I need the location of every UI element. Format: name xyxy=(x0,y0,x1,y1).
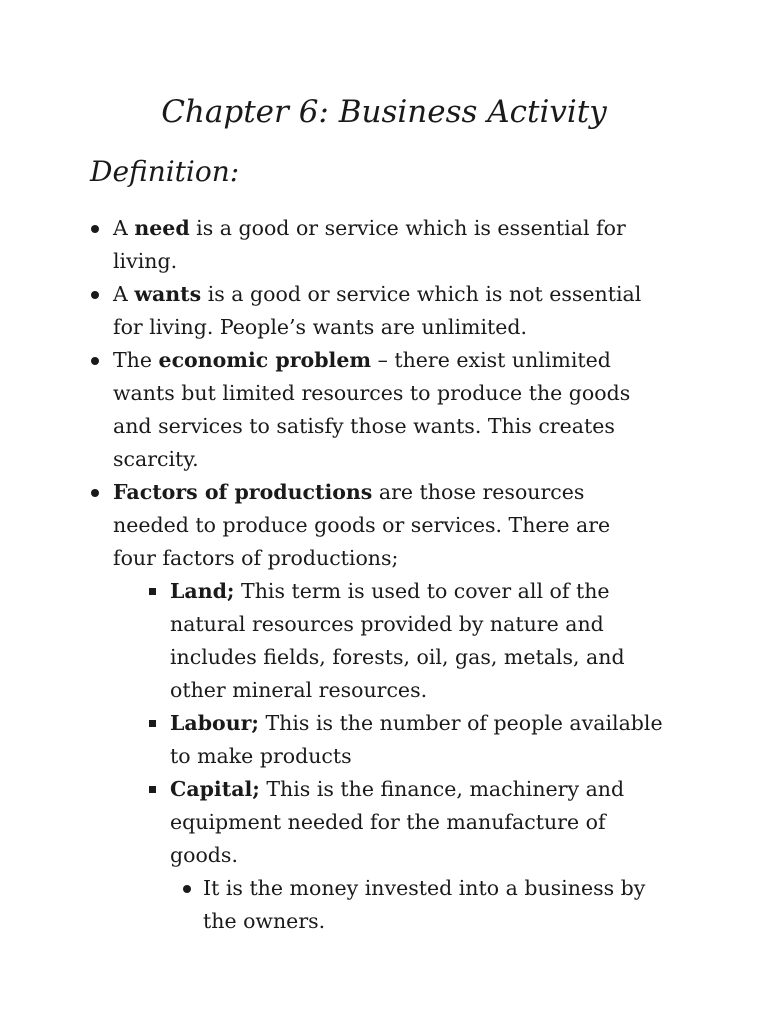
item-term: need xyxy=(134,216,190,240)
square-bullet-icon xyxy=(149,588,156,595)
item-text: is a good or service which is not essential for living. People’s wants are unlimited. xyxy=(113,282,642,339)
sub-item-text: It is the money invested into a business by the owners. xyxy=(203,876,646,933)
factor-text: This is the number of people available to make products xyxy=(170,711,663,768)
list-item-wants xyxy=(0,278,658,344)
item-prefix: A xyxy=(113,216,135,240)
item-term: economic problem xyxy=(158,348,372,372)
square-bullet-icon xyxy=(149,720,156,727)
section-heading-definition: Definition: xyxy=(90,155,240,188)
factor-term: Land; xyxy=(170,579,235,603)
item-prefix: The xyxy=(113,348,159,372)
bullet-icon xyxy=(183,885,191,893)
item-prefix: A xyxy=(113,282,135,306)
factor-text: This term is used to cover all of the natural resources provided by nature and includes fields, forests, oil, gas, metals, and other mineral resources. xyxy=(170,579,625,702)
bullet-icon xyxy=(91,291,99,299)
factor-term: Labour; xyxy=(170,711,259,735)
item-term: Factors of productions xyxy=(113,480,373,504)
item-text: – there exist unlimited wants but limited resources to produce the goods and services to satisfy those wants. This creates scarcity. xyxy=(113,348,631,471)
definitions-list xyxy=(0,212,700,938)
capital-sublist xyxy=(0,872,678,938)
chapter-title: Chapter 6: Business Activity xyxy=(161,94,607,130)
list-item-factors-of-production xyxy=(0,476,663,938)
list-item-capital-detail xyxy=(0,872,663,938)
list-item-labour xyxy=(0,707,678,773)
bullet-icon xyxy=(91,357,99,365)
bullet-icon xyxy=(91,489,99,497)
bullet-icon xyxy=(91,225,99,233)
list-item-land xyxy=(0,575,678,707)
item-text: are those resources needed to produce goods or services. There are four factors of productions; xyxy=(113,480,611,570)
square-bullet-icon xyxy=(149,786,156,793)
factor-term: Capital; xyxy=(170,777,260,801)
list-item-economic-problem xyxy=(0,344,658,476)
list-item-need xyxy=(0,212,658,278)
list-item-capital xyxy=(0,773,678,938)
item-term: wants xyxy=(134,282,202,306)
factor-text: This is the finance, machinery and equipment needed for the manufacture of goods. xyxy=(170,777,625,867)
factors-list xyxy=(0,575,663,938)
item-text: is a good or service which is essential for living. xyxy=(113,216,626,273)
